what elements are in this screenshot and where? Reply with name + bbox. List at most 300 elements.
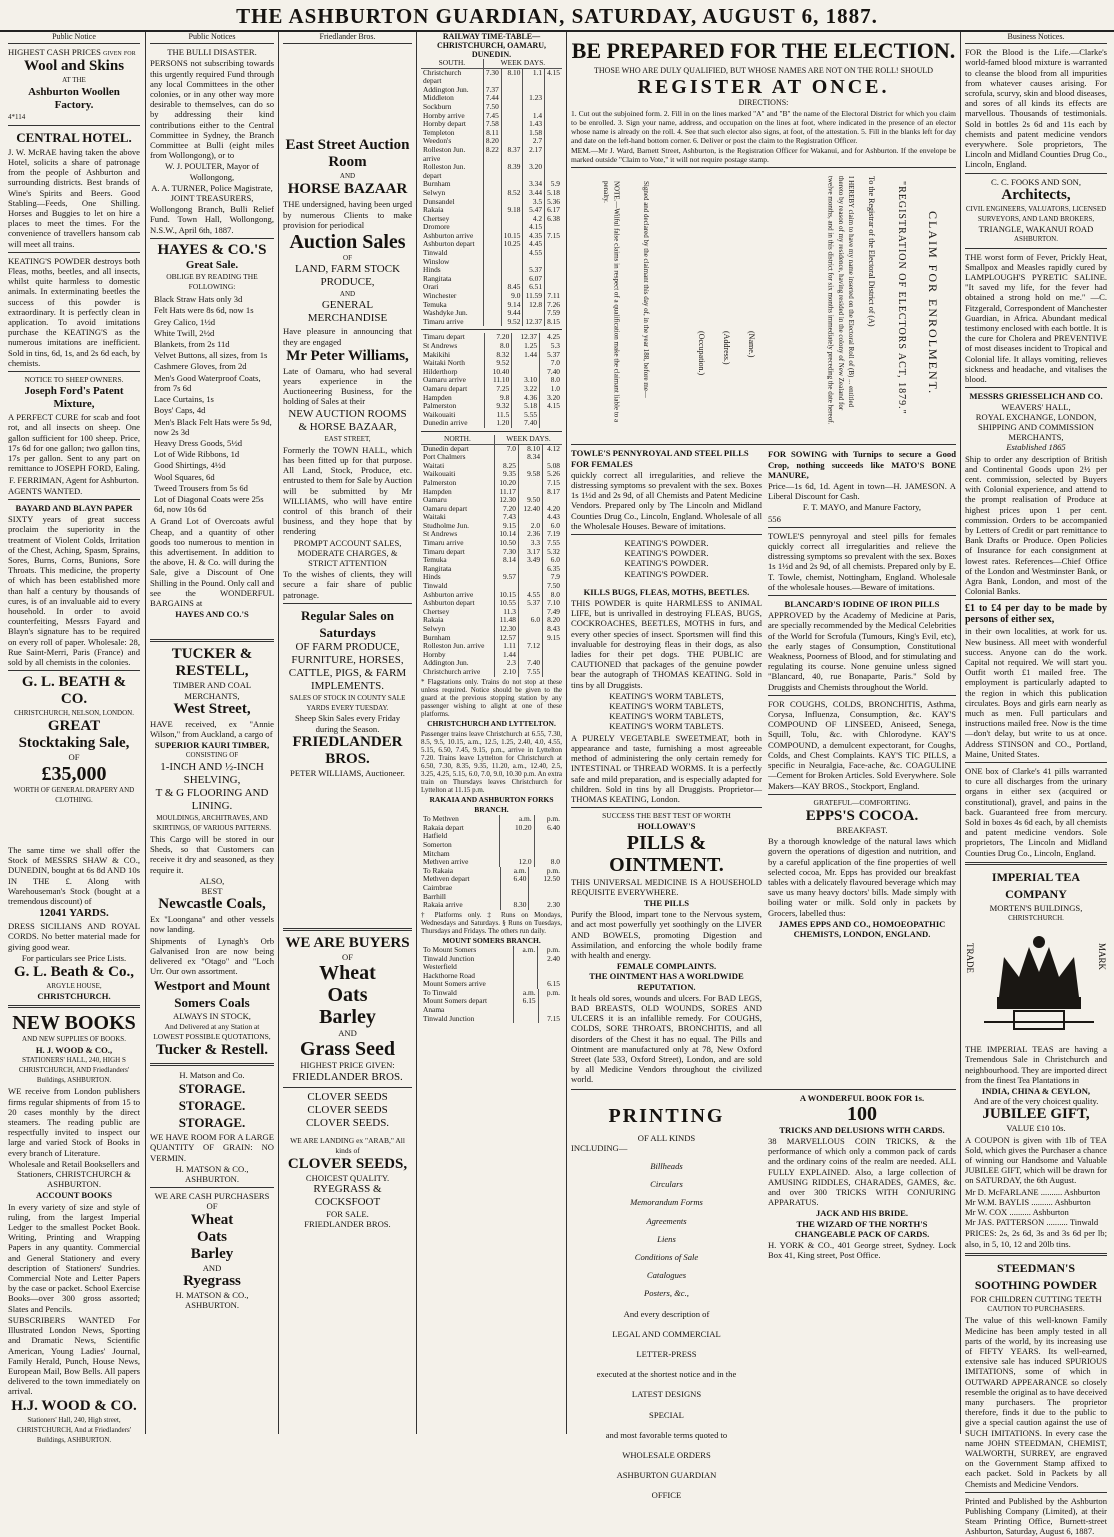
time-cell <box>545 137 562 146</box>
tea-coupon: A COUPON is given with 1lb of TEA Sold, which gives the Purchaser a chance of winning our Handsome and Valuable JUBILEE GIFT, which will be drawn for on SATURDAY, the 6th August. <box>965 1134 1107 1186</box>
time-cell: 8.17 <box>543 488 562 497</box>
bulli-sign3: Wollongong Branch, Bulli Relief Fund. Town Hall, Wollongong, N.S.W., April 6th, 1887. <box>150 204 274 235</box>
list-item: Cashmere Gloves, from 2d <box>154 361 247 372</box>
time-cell <box>514 1015 538 1024</box>
timetable-south <box>421 59 562 326</box>
forks-notes: † Platforms only. ‡ Runs on Mondays, Wednesdays and Saturdays. § Runs on Tuesdays, Thursdays and Fridays. The others run daily. <box>421 910 562 935</box>
time-cell: 11.10 <box>484 376 512 385</box>
tea-body: THE IMPERIAL TEAS are having a Tremendous Sale in Christchurch and neighbourhood. They are imported direct from the finest Tea Plantations in <box>965 1044 1107 1085</box>
blancard-body: APPROVED by the Academy of Medicine at Paris, are specially recommended by the Medical Celebrities of the World for Scrofula (Tumours, King's Evil, etc), the early stages of Consumption, Constitutional Weakness, Poorness of Blood, and for stimulating and regulating its course. None genuine unless signed "Blancard, 40, rue Bonaparte, Paris." Sold by Druggists and Chemists throughout the World. <box>767 610 956 692</box>
time-cell: 1.11 <box>494 642 518 651</box>
trade-label: TRADE <box>965 943 976 974</box>
east-bazaar: HORSE BAZAAR <box>287 181 408 198</box>
time-cell: 8.34 <box>518 453 542 462</box>
time-cell: 12.30 <box>494 625 518 634</box>
time-cell: 7.55 <box>518 668 542 677</box>
station-cell: Middleton <box>423 93 454 103</box>
table-row <box>421 901 562 910</box>
time-cell: 8.30 <box>501 901 529 910</box>
holloway-pills: THE PILLS <box>643 897 690 908</box>
wool-line: HIGHEST CASH PRICES given for <box>8 47 136 58</box>
station-cell: Winchester <box>423 291 457 301</box>
time-cell: 6.07 <box>523 275 545 284</box>
hayes-sub: Great Sale. <box>185 258 239 271</box>
time-cell: 4.2 <box>523 215 545 224</box>
accounts-title: ACCOUNT BOOKS <box>35 1190 112 1201</box>
time-cell: 9.32 <box>484 402 512 411</box>
fever-ad: THE worst form of Fever, Prickly Heat, Smallpox and Measles rapidly cured by LAMPLOUGH'S PYRETIC SALINE. "It saved my life, for the fever had obtained a strong hold on me." —C. Fitzgerald, Correspondent of Manchester Guardian, in Africa. Abundant medical testimony enclosed with each bottle. It is the cure for Cholera and PREVENTIVE of most diseases incident to Tropical and Colonial life. It allays vomiting, relieves sickness and headache, and vitalises the blood. <box>965 251 1107 385</box>
time-cell: 12.8 <box>523 301 545 310</box>
station-cell: Dunsandel <box>423 196 455 206</box>
buyers-grass: Grass Seed <box>300 1038 395 1061</box>
time-cell <box>501 94 523 103</box>
time-cell: 4.55 <box>518 591 542 600</box>
list-item: Men's Black Felt Hats were 5s 9d, now 2s 3d <box>154 416 272 437</box>
time-cell: 9.15 <box>543 634 562 643</box>
books-footer-addr: Stationers' Hall, 240, High street, CHRISTCHURCH, And at Friedlanders' Buildings, ASHBURTON. <box>16 1415 132 1444</box>
timetable-notes: * Flagstations only. Trains do not stop at these unless required. Notice should be given to the guard at the previous stopping station by any passenger wishing to alight at one of these platforms. <box>421 677 562 718</box>
time-cell <box>543 668 562 677</box>
lyttelton-body: Passenger trains leave Christchurch at 6.55, 7.30, 8.5, 9.5, 10.15, a.m., 12.5, 1.25, 2.40, 4.0, 4.55, 5.15, 6.50, 7.45, 9.15, p.m., arrive in Lyttelton 7.20. Trains leave Lyttelton for Christchurch at 6.50, 7.30, 8.35, 9.35, 11.20, a.m., 12.40, 2.5, 3.25, 4.25, 5.15, 6.0, 7.0, 9.0, 10.30 p.m. An extra train on Thursdays leaves Christchurch for Lyttelton at 11.15 p.m. <box>421 729 562 794</box>
hayes-title: HAYES & CO.'S <box>157 241 267 258</box>
time-cell: 4.25 <box>540 333 562 342</box>
printing-including: INCLUDING— <box>571 1142 628 1153</box>
time-cell <box>483 232 501 241</box>
time-cell: 7.50 <box>483 103 501 112</box>
epps-pre: GRATEFUL—COMFORTING. <box>813 797 911 807</box>
time-cell: 8.0 <box>484 342 512 351</box>
list-item: White Twill, 2½d <box>154 327 215 338</box>
books-body: WE receive from London publishers firms regular shipments of from 15 to 20 cases monthly by the direct steamers. The reading public are respectfully invited to inspect our large and varied Stock of Books in every branch of Literature. <box>8 1086 140 1158</box>
time-cell <box>483 215 501 224</box>
time-cell: 8.10 <box>518 444 542 453</box>
time-cell: 5.18 <box>512 402 540 411</box>
time-cell: a.m. <box>501 867 529 876</box>
station-cell: Templeton <box>423 127 455 137</box>
time-cell <box>540 419 562 428</box>
turnip-title: FOR SOWING with Turnips to secure a Good Crop, nothing succeeds like MATO'S BONE MANURE, <box>767 449 956 480</box>
wonderful-wizard: THE WIZARD OF THE NORTH'S CHANGEABLE PACK OF CARDS. <box>794 1218 930 1239</box>
column-railway <box>417 32 566 1432</box>
east-wishes: To the wishes of clients, they will secure a fair share of public patronage. <box>283 569 412 600</box>
station-cell: Westerfield <box>423 962 457 972</box>
mark-label: MARK <box>1097 943 1107 971</box>
printing-title: PRINTING <box>608 1104 725 1127</box>
fooks-addr: TRIANGLE, WAKANUI ROAD <box>978 224 1094 235</box>
station-cell: Winslow <box>423 256 450 266</box>
time-cell: 9.57 <box>494 573 518 582</box>
east-of: OF <box>343 254 352 263</box>
time-cell: 4.12 <box>543 444 562 453</box>
money-body: in their own localities, at work for us. New business. All meet with wonderful success. Anyone can do the work. Capital not required. We will start you. Outfit worth £1 mailed free. The employment is particularly adapted to the region in which this publication circulates. Boys and girls earn nearly as much as men. Full particulars and instructions mailed free. Now is the time—don't delay, but write to us at once. Address STINSON and CO., Portland, Maine, United States. <box>965 626 1107 759</box>
time-cell: 7.26 <box>545 301 562 310</box>
east-farm: OF FARM PRODUCE, FURNITURE, HORSES, CATTLE, PIGS, & FARM IMPLEMENTS. <box>288 640 407 692</box>
time-cell <box>518 479 542 488</box>
east-and2: AND <box>339 290 356 299</box>
time-cell: 12.57 <box>494 634 518 643</box>
time-cell: 12.37 <box>523 318 545 327</box>
keating-item: KEATING'S POWDER. <box>624 538 709 549</box>
east-formerly: Formerly the TOWN HALL, which has been fitted up for that purpose. All Land, Stock, Produce, etc. entrusted to them for Sale by Auction will be submitted by Mr WILLIAMS, who will have entire control of this branch of their business, and they hope that by rendering <box>283 444 412 537</box>
time-cell: 2.36 <box>518 530 542 539</box>
tucker-shipments: Shipments of Lynagh's Orb Galvanised Iron are now being delivered ex "Otago" and "Loch Urr. Our own assortment. <box>150 935 274 977</box>
station-cell: Selwyn <box>423 624 446 633</box>
beath-name: G. L. BEATH & CO. <box>21 674 127 708</box>
time-cell <box>545 94 562 103</box>
list-item: Tweed Trousers from 5s 6d <box>154 482 248 493</box>
holloway-ointment: THE OINTMENT HAS A WORLDWIDE REPUTATION. <box>589 971 744 992</box>
time-cell <box>483 240 501 249</box>
time-cell: 1.25 <box>512 342 540 351</box>
east-land: LAND, FARM STOCK PRODUCE, <box>294 263 401 289</box>
time-cell <box>483 266 501 275</box>
holloway-ointment-body: It heals old sores, wounds and ulcers. For BAD LEGS, BAD BREASTS, OLD WOUNDS, SORES AND ULCERS it is an infallible remedy. For COUGHS, COLDS, SORE THROATS, BRONCHITIS, and all disorders of the Chest it has no equal. The Pills and Ointment are manufactured only at 78, New Oxford Street (late 533, Oxford Street), London, and are sold by all Medicine Vendors throughout the civilized world. <box>571 992 762 1085</box>
clover-landing: WE ARE LANDING ex "ARAB," All kinds of <box>290 1135 405 1155</box>
station-cell: Burnham <box>423 179 451 189</box>
time-cell: 11.59 <box>523 292 545 301</box>
station-cell: Oamaru arrive <box>423 375 466 385</box>
time-cell: 2.3 <box>494 659 518 668</box>
time-cell: p.m. <box>538 946 562 955</box>
time-cell: 3.17 <box>518 548 542 557</box>
time-cell: 3.20 <box>523 163 545 180</box>
time-cell: 7.43 <box>494 513 518 522</box>
station-cell: Chertsey <box>423 213 450 223</box>
time-cell <box>534 832 562 841</box>
tucker-ex: Ex "Loongana" and other vessels now landing. <box>150 914 274 935</box>
time-cell <box>513 963 537 972</box>
time-cell: 6.40 <box>501 875 529 884</box>
station-cell: Washdyke Jun. <box>423 308 468 318</box>
time-cell <box>545 249 562 258</box>
time-cell: 5.37 <box>540 351 562 360</box>
matson-storage: STORAGE. STORAGE. <box>178 1081 246 1114</box>
table-row <box>421 68 562 86</box>
time-cell: 8.37 <box>501 146 523 163</box>
time-cell <box>483 249 501 258</box>
tea-agent: Mr W.M. BAYLIS .......... Ashburton <box>965 1196 1091 1207</box>
time-cell <box>534 841 562 850</box>
tea-title: IMPERIAL TEA COMPANY <box>991 869 1081 901</box>
time-cell: 4.15 <box>540 402 562 411</box>
station-cell: Waitaki <box>423 512 446 522</box>
table-header: SOUTH. <box>421 59 483 68</box>
column-public-notice <box>4 32 144 1444</box>
time-cell: 7.30 <box>494 548 518 557</box>
printing-designs: LATEST DESIGNS <box>631 1389 702 1400</box>
time-cell <box>483 301 501 310</box>
sheep-title: Joseph Ford's Patent Mixture, <box>24 385 124 411</box>
timetable-south-2 <box>421 333 562 428</box>
wonderful-ad <box>768 1093 956 1501</box>
time-cell: 12.37 <box>512 333 540 342</box>
clover-for-sale: FOR SALE. <box>326 1209 369 1220</box>
grain-item: Ryegrass <box>183 1272 241 1289</box>
list-item: Blankets, from 2s 11d <box>154 339 230 350</box>
station-cell: Rakaia depart <box>423 822 464 832</box>
east-prompt: PROMPT ACCOUNT SALES, MODERATE CHARGES, & STRICT ATTENTION <box>293 537 402 569</box>
time-cell <box>512 359 540 368</box>
station-cell: Ashburton arrive <box>423 230 474 240</box>
time-cell: a.m. <box>500 815 534 824</box>
time-cell <box>483 258 501 267</box>
time-cell <box>529 884 562 893</box>
time-cell <box>514 1006 538 1015</box>
clover-quality: CHOICEST QUALITY. <box>305 1172 390 1183</box>
time-cell: 7.40 <box>540 368 562 377</box>
time-cell: 9.14 <box>501 301 523 310</box>
time-cell: 5.18 <box>545 189 562 198</box>
station-cell: Oamaru <box>423 495 447 505</box>
tucker-cargo: This Cargo will be stored in our Sheds, so that Customers can receive it dry and seasoned, as they require it. <box>150 833 274 875</box>
griesselich-est: Established 1865 <box>1006 442 1066 453</box>
books-wholesale: Wholesale and Retail Booksellers and Stationers, CHRISTCHURCH & ASHBURTON. <box>8 1158 140 1190</box>
kills-body: THIS POWDER is quite HARMLESS to ANIMAL LIFE, but is unrivalled in destroying FLEAS, BUGS, COCKROACHES, BEETLES, MOTHS in furs, and every other species of insect. Sportsmen will find this invaluable for destroying fleas in their dogs, as also ladies for their pet dogs. THE PUBLIC are CAUTIONED that packages of the genuine powder bear the autograph of THOMAS KEATING. Sold in tins by all Druggists. <box>571 598 762 690</box>
towle2: TOWLE'S pennyroyal and steel pills for females quickly correct all irregularities and relieve the distressing symptoms so prevalent with the sex. Boxes 1s 1½d and 2s 9d, of all chemists. Prepared only by E. T. Towle, chemist, Nottingham, England. Wholesale of the wholesale houses.—Beware of imitations. <box>767 530 956 592</box>
east-street: EAST STREET, <box>324 434 371 443</box>
printing-ad <box>571 1093 762 1501</box>
time-cell: 11.48 <box>494 616 518 625</box>
time-cell <box>545 163 562 180</box>
time-cell: 7.58 <box>483 120 501 129</box>
clover-line: CLOVER SEEDS. <box>305 1116 390 1129</box>
hotel-title: CENTRAL HOTEL. <box>16 129 132 145</box>
time-cell: 4.35 <box>523 232 545 241</box>
epps-breakfast: BREAKFAST. <box>836 824 888 835</box>
station-cell: Studholme Jun. <box>423 520 469 530</box>
table-row <box>421 668 562 677</box>
time-cell: 3.10 <box>512 376 540 385</box>
time-cell: 10.40 <box>484 368 512 377</box>
time-cell: 7.45 <box>483 112 501 121</box>
wonderful-title: A WONDERFUL BOOK FOR 1s. <box>799 1092 925 1103</box>
tucker-mouldings: MOULDINGS, ARCHITRAVES, AND SKIRTINGS, OF VARIOUS PATTERNS. <box>153 813 271 832</box>
station-cell: Dromore <box>423 222 450 232</box>
time-cell: 7.15 <box>545 232 562 241</box>
books-addr: STATIONERS' HALL, 240, HIGH S CHRISTCHURCH, AND Friedlanders' Buildings, ASHBURTON. <box>18 1055 130 1085</box>
form-witness: Signed and declared by the claimant this day of, in the year 188, before me— <box>642 181 651 399</box>
time-cell: 6.0 <box>543 522 562 531</box>
turnip-sign: F. T. MAYO, and Manure Factory, <box>802 502 922 513</box>
time-cell <box>483 198 501 207</box>
buyers-item: Barley <box>319 1006 376 1029</box>
station-cell: Oamaru depart <box>423 383 468 393</box>
time-cell <box>483 180 501 189</box>
griesselich-title: MESSRS GRIESSELICH AND CO. <box>969 391 1103 402</box>
turnip-body: Price—1s 6d, 1d. Agent in town—H. JAMESON. A Liberal Discount for Cash. <box>767 481 956 502</box>
time-cell: 1.44 <box>512 351 540 360</box>
time-cell <box>483 283 501 292</box>
station-cell: Timaru arrive <box>423 316 464 326</box>
buyers-title: WE ARE BUYERS <box>285 934 410 951</box>
station-cell: Rolleston Jun. arrive <box>423 144 466 163</box>
time-cell <box>500 841 534 850</box>
tea-any: And are of the very choicest quality. <box>973 1096 1099 1107</box>
east-general: GENERAL MERCHANDISE <box>307 299 388 325</box>
tucker-footer: Tucker & Restell. <box>155 1042 269 1059</box>
time-cell: 5.26 <box>543 470 562 479</box>
time-cell <box>545 258 562 267</box>
col5-left <box>571 448 762 1085</box>
time-cell: 7.15 <box>538 1015 562 1024</box>
election-intro: THOSE WHO ARE DULY QUALIFIED, BUT WHOSE NAMES ARE NOT ON THE ROLL! SHOULD <box>593 66 934 75</box>
east-sales: Auction Sales <box>289 231 406 254</box>
time-cell: 8.20 <box>543 616 562 625</box>
tucker-westport: Westport and Mount Somers Coals <box>153 978 271 1011</box>
station-cell: Palmerston <box>423 401 457 411</box>
time-cell: 6.35 <box>543 565 562 574</box>
time-cell <box>513 972 537 981</box>
time-cell: 9.50 <box>518 496 542 505</box>
list-item: Grey Calico, 1½d <box>154 316 216 327</box>
time-cell: 7.59 <box>545 309 562 318</box>
keating-item: KEATING'S POWDER. <box>624 568 709 579</box>
hayes-body: A Grand Lot of Overcoats awful Cheap, and a quantity of other goods too numerous to mention in this advertisement. In addition to the above, H. & Co. will during the Sale, give a Discount of One Shilling in the Pound. Only call and see the WONDERFUL BARGAINS at <box>150 516 274 608</box>
station-cell: Orari <box>423 282 439 292</box>
buyers-highest: HIGHEST PRICE GIVEN: <box>300 1060 395 1071</box>
list-item: Black Straw Hats only 3d <box>154 294 243 305</box>
time-cell <box>545 266 562 275</box>
worm-item: KEATING'S WORM TABLETS, <box>609 690 724 701</box>
time-cell: 1.58 <box>523 129 545 138</box>
somers-title: MOUNT SOMERS BRANCH. <box>442 935 541 945</box>
tucker-street: West Street, <box>173 700 251 717</box>
time-cell: 7.37 <box>483 86 501 95</box>
station-cell: Hackthorne Road <box>423 970 475 980</box>
printing-wholesale: WHOLESALE ORDERS <box>622 1450 711 1461</box>
timetable-forks-2 <box>421 867 562 910</box>
time-cell <box>538 997 562 1006</box>
time-cell: 12.30 <box>494 496 518 505</box>
station-cell: Port Chalmers <box>423 452 466 462</box>
time-cell <box>501 258 523 267</box>
time-cell: 8.15 <box>545 318 562 327</box>
list-item: Wool Squares, 6d <box>154 471 215 482</box>
time-cell: p.m. <box>534 815 562 824</box>
griesselich-weavers: WEAVERS' HALL, <box>1001 401 1071 412</box>
printing-item: Memorandum Forms <box>630 1197 703 1208</box>
bulli-body: PERSONS not subscribing towards this urgently required Fund through any local Committees in the other colonies, or in any other way more desirable to themselves, can do so by addressing their kind contributions either to the Central Committee in Sydney, the Branch Committee at Bulli (eight miles from Wollongong), or to <box>150 58 274 161</box>
east-peter-body: Late of Oamaru, who had several years experience in the Auctioneering Business, for the holding of Sales at their <box>283 365 412 407</box>
time-cell: 10.55 <box>494 599 518 608</box>
timetable-forks <box>421 815 562 867</box>
time-cell: 6.38 <box>545 215 562 224</box>
tea-city: CHRISTCHURCH. <box>1008 914 1064 923</box>
buyers-of: OF <box>342 951 353 962</box>
time-cell: 10.25 <box>501 240 523 249</box>
sheep-wanted: AGENTS WANTED. <box>8 485 83 496</box>
station-cell: Rangitata <box>423 563 452 573</box>
time-cell: 8.32 <box>484 351 512 360</box>
table-row <box>421 146 562 163</box>
station-cell: Palmerston <box>423 477 457 487</box>
time-cell: 2.17 <box>523 146 545 163</box>
beath-sale: GREAT Stocktaking Sale, <box>18 718 130 752</box>
beath-of: OF <box>68 752 80 763</box>
tucker-consisting: CONSISTING OF <box>185 751 239 760</box>
station-cell: Rolleston Jun. arrive <box>423 641 485 651</box>
time-cell <box>501 266 523 275</box>
station-cell: Somerton <box>423 839 452 849</box>
station-cell: Rolleston Jun. depart <box>423 162 466 180</box>
bulli-sign2: A. A. TURNER, Police Magistrate, JOINT TREASURERS, <box>151 182 273 204</box>
east-peter: Mr Peter Williams, <box>286 347 409 364</box>
time-cell: 7.0 <box>494 444 518 453</box>
time-cell: 9.8 <box>484 394 512 403</box>
wool-ad <box>8 47 140 122</box>
time-cell: 7.40 <box>518 659 542 668</box>
time-cell: 2.30 <box>529 901 562 910</box>
printing-terms: and most favorable terms quoted to <box>605 1429 728 1440</box>
time-cell: 7.49 <box>543 608 562 617</box>
time-cell <box>483 189 501 198</box>
matson-name: H. MATSON & CO., ASHBURTON. <box>175 1163 249 1185</box>
time-cell: 8.14 <box>494 556 518 565</box>
holloway-name: HOLLOWAY'S <box>637 821 696 832</box>
time-cell: 7.44 <box>483 94 501 103</box>
station-cell: Ashburton depart <box>423 598 475 608</box>
election-mem: MEM.—Mr J. Ward, Barnett Street, Ashburton, is the Registration Officer for Wakanui, and for Ashburton. If the envelope be marked outside "Claim to Vote," it will not require postage stamp. <box>571 146 956 165</box>
time-cell: 8.45 <box>501 283 523 292</box>
printing-paper: ASHBURTON GUARDIAN <box>616 1470 717 1481</box>
time-cell <box>483 223 501 232</box>
station-cell: Hornby depart <box>423 119 466 129</box>
east-body: THE undersigned, having been urged by numerous Clients to make provision for periodical <box>283 199 412 230</box>
beath-worth: WORTH OF GENERAL DRAPERY AND CLOTHING. <box>13 785 135 804</box>
time-cell <box>543 659 562 668</box>
time-cell <box>540 411 562 420</box>
crown-icon <box>979 927 1099 1037</box>
clarke-ad: ONE box of Clarke's 41 pills warranted to cure all discharges from the urinary organs in either sex (acquired or constitutional), gravel, and pains in the back. Guaranteed free from mercury. Sold in boxes 4s 6d each, by all chemists and patent medicine vendors. Sole proprietors, The Lincoln and Midland Counties Drug Co., Lincoln, England. <box>965 766 1107 858</box>
time-cell: 6.0 <box>543 556 562 565</box>
list-item: Boys' Caps, 4d <box>154 405 206 416</box>
station-cell: Waikouaiti <box>423 469 456 479</box>
steedman-sub: FOR CHILDREN CUTTING TEETH <box>970 1293 1102 1304</box>
east-regular: Regular Sales on Saturdays <box>301 607 394 640</box>
holloway-title: PILLS & OINTMENT. <box>609 831 724 876</box>
station-cell: Rangitata <box>423 273 452 283</box>
time-cell: 3.34 <box>523 180 545 189</box>
time-cell: 10.20 <box>500 824 534 833</box>
time-cell <box>483 309 501 318</box>
station-cell: Waitaki North <box>423 358 465 368</box>
tucker-product: SUPERIOR KAURI TIMBER, <box>154 740 270 751</box>
fooks-town: ASHBURTON. <box>1014 235 1058 244</box>
station-cell: Methven depart <box>423 874 470 884</box>
column-election <box>567 32 960 1501</box>
fooks-title: Architects, <box>1001 186 1071 203</box>
election-steps: 1. Cut out the subjoined form. 2. Fill in on the lines marked "A" and "B" the name of the Electoral District for which you claim to be enrolled. 3. Sign your name, address, and occupation on the lines at foot, where indicated in the presence of an elector whose name is already on the roll. 4. See that such elector also signs, at foot, of the attestation. 5. Fill in the blanks left for day and date on the left-hand bottom corner. 6. Deliver or post the claim to the Registration Officer. <box>571 109 956 146</box>
holloway-pre: SUCCESS THE BEST TEST OF WORTH <box>602 811 731 821</box>
printing-letter: LETTER-PRESS <box>636 1349 697 1360</box>
station-cell: Timaru depart <box>423 546 465 556</box>
time-cell: 8.22 <box>483 146 501 163</box>
time-cell: 9.15 <box>494 522 518 531</box>
tucker-delivered: And Delivered at any Station at LOWEST POSSIBLE QUOTATIONS, <box>153 1021 271 1041</box>
hayes-oblige: OBLIGE BY READING THE FOLLOWING: <box>166 271 258 292</box>
station-cell: Rakaia arrive <box>423 900 463 910</box>
coughs-body: FOR COUGHS, COLDS, BRONCHITIS, Asthma, Corysa, Influenza, Consumption, &c. KAY'S COMPOUND OF LINSEED, Aniseed, Senega, Squill, Tolu, &c. with Chlorodyne. KAY'S COMPOUND, a demulcent expectorant, for Coughs, Colds, and Chest Complaints. KAY'S TIC PILLS, a specific in Neuralgia, Face-ache, &c. COAGULINE—Cement for Broken Articles. Sold Everywhere. Sole Makers—KAY BROS., Stockport, England. <box>767 698 956 791</box>
column-header: Business Notices. <box>965 32 1107 44</box>
time-cell: 10.15 <box>494 591 518 600</box>
buyers-item: Oats <box>327 984 368 1007</box>
station-cell: St Andrews <box>423 341 458 350</box>
time-cell: 7.55 <box>543 539 562 548</box>
tucker-best: BEST <box>201 886 223 896</box>
time-cell: 5.55 <box>512 411 540 420</box>
time-cell: 7.25 <box>484 385 512 394</box>
forks-title: RAKAIA AND ASHBURTON FORKS BRANCH. <box>429 794 554 814</box>
